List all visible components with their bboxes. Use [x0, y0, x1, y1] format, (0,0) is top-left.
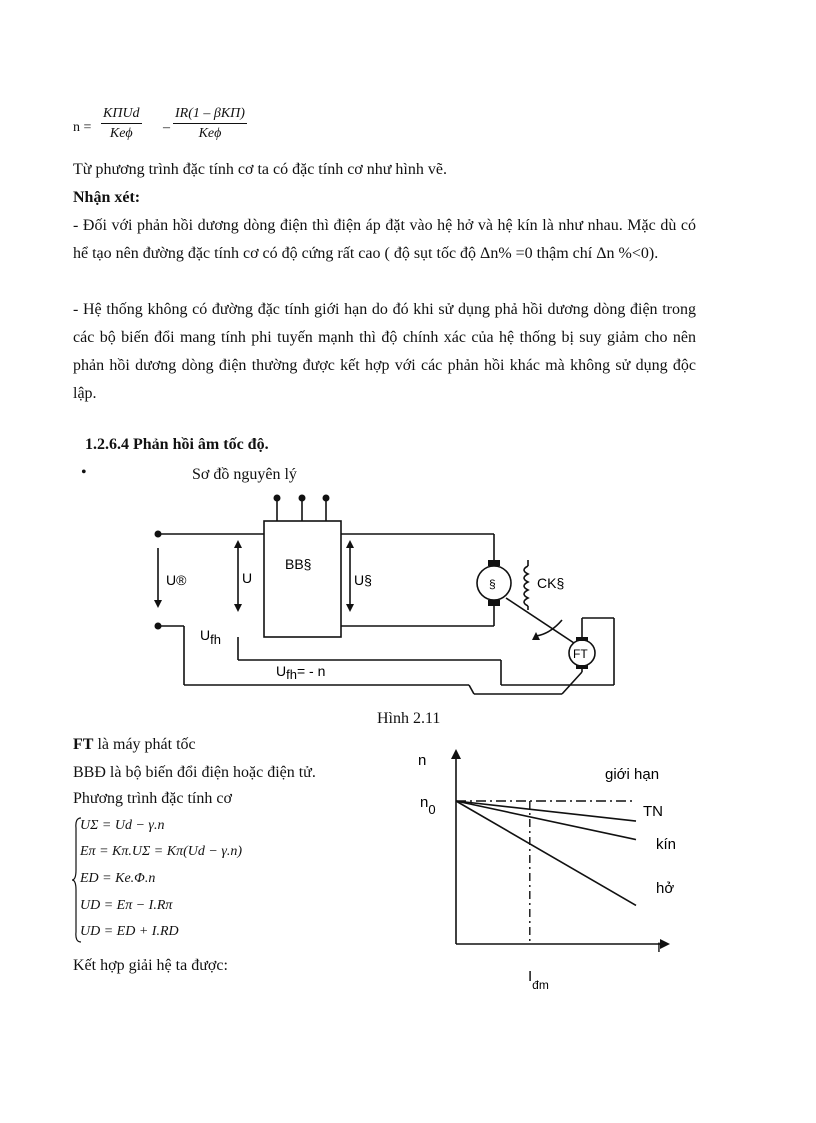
ft-description [73, 736, 196, 754]
section-heading: 1.2.6.4 Phản hồi âm tốc độ. [85, 436, 269, 453]
system-equation-4: UD = Eπ − I.Rπ [80, 898, 173, 913]
bullet-text: Sơ đồ nguyên lý [192, 466, 297, 483]
ft-bold: FT [73, 736, 94, 753]
formula-minus: – [163, 120, 170, 135]
field-label: CK§ [537, 575, 565, 591]
figure-caption: Hình 2.11 [377, 710, 441, 727]
fraction-2-denominator: Keϕ [198, 126, 222, 141]
formula-lhs: n = [73, 120, 92, 135]
paragraph-mechanical-characteristic: Từ phương trình đặc tính cơ ta có đặc tính cơ như hình vẽ. [73, 161, 447, 178]
series-label-1: TN [643, 803, 663, 820]
bullet-marker: • [81, 464, 87, 481]
u-left-label: U® [166, 572, 187, 588]
equation-title: Phương trình đặc tính cơ [73, 790, 232, 807]
system-equation-3: ED = Ke.Φ.n [80, 871, 156, 886]
series-label-2: kín [656, 836, 677, 853]
y-axis-label: n [418, 752, 427, 769]
remark-paragraph-1: - Đối với phản hồi dương dòng điện thì điện áp đặt vào hệ hở và hệ kín là như nhau. Mặc dù có hể tạo nên đường đặc tính cơ có độ cứng rất cao ( độ sụt tốc độ Δn% =0 thậm chí Δn %<0). [73, 217, 696, 262]
ufh-label: Ufh [200, 627, 221, 647]
motor-label: § [489, 577, 496, 591]
y-axis-arrow [451, 749, 461, 759]
series-label-3: hở [656, 880, 675, 897]
series-line-3 [456, 801, 636, 905]
x-axis-arrow [660, 939, 670, 949]
u-mid-label: U [242, 570, 253, 586]
converter-label: BB§ [285, 556, 312, 572]
idm-label: $I_{đm}$ [528, 968, 549, 992]
fraction-2-numerator: IR(1 – βKΠ) [173, 106, 247, 124]
conclusion-text: Kết hợp giải hệ ta được: [73, 957, 228, 974]
converter-box [264, 521, 341, 637]
fraction-1-numerator: KΠUd [101, 106, 142, 124]
remark-title: Nhận xét: [73, 189, 141, 206]
field-winding [524, 566, 528, 606]
n0-label: n0 [420, 794, 436, 817]
u-out-label: U§ [354, 572, 372, 588]
bbd-description: BBĐ là bộ biến đổi điện hoặc điện tử. [73, 764, 316, 781]
shaft-coupling [506, 598, 574, 643]
system-equation-2: Eπ = Kπ.UΣ = Kπ(Ud − γ.n) [80, 844, 242, 859]
remark-paragraph-2: - Hệ thống không có đường đặc tính giới hạn do đó khi sử dụng phả hồi dương dòng điện trong các bộ biến đổi mang tính phi tuyến mạnh thì độ chính xác của hệ thống bị suy giảm cho nên phản hồi dương dòng điện thường được kết hợp với các phản hồi khác mà không sử dụng độc lập. [73, 301, 696, 402]
characteristic-chart [400, 745, 700, 1005]
ufh-equation-label: Ufh= - n [276, 663, 326, 682]
circuit-diagram [0, 490, 816, 700]
fraction-1-denominator: Keϕ [109, 126, 133, 141]
x-axis-label: I [657, 939, 661, 955]
series-line-2 [456, 801, 636, 840]
tacho-label: FT [573, 647, 588, 661]
ft-rest: là máy phát tốc [93, 736, 196, 753]
formula-fraction-1 [101, 106, 142, 142]
series-label-0: giới hạn [605, 766, 660, 783]
series-line-1 [456, 801, 636, 821]
top-formula [73, 104, 373, 154]
system-equation-5: UD = ED + I.RD [80, 924, 179, 939]
system-equation-1: UΣ = Ud − γ.n [80, 818, 165, 833]
formula-fraction-2 [173, 106, 247, 142]
